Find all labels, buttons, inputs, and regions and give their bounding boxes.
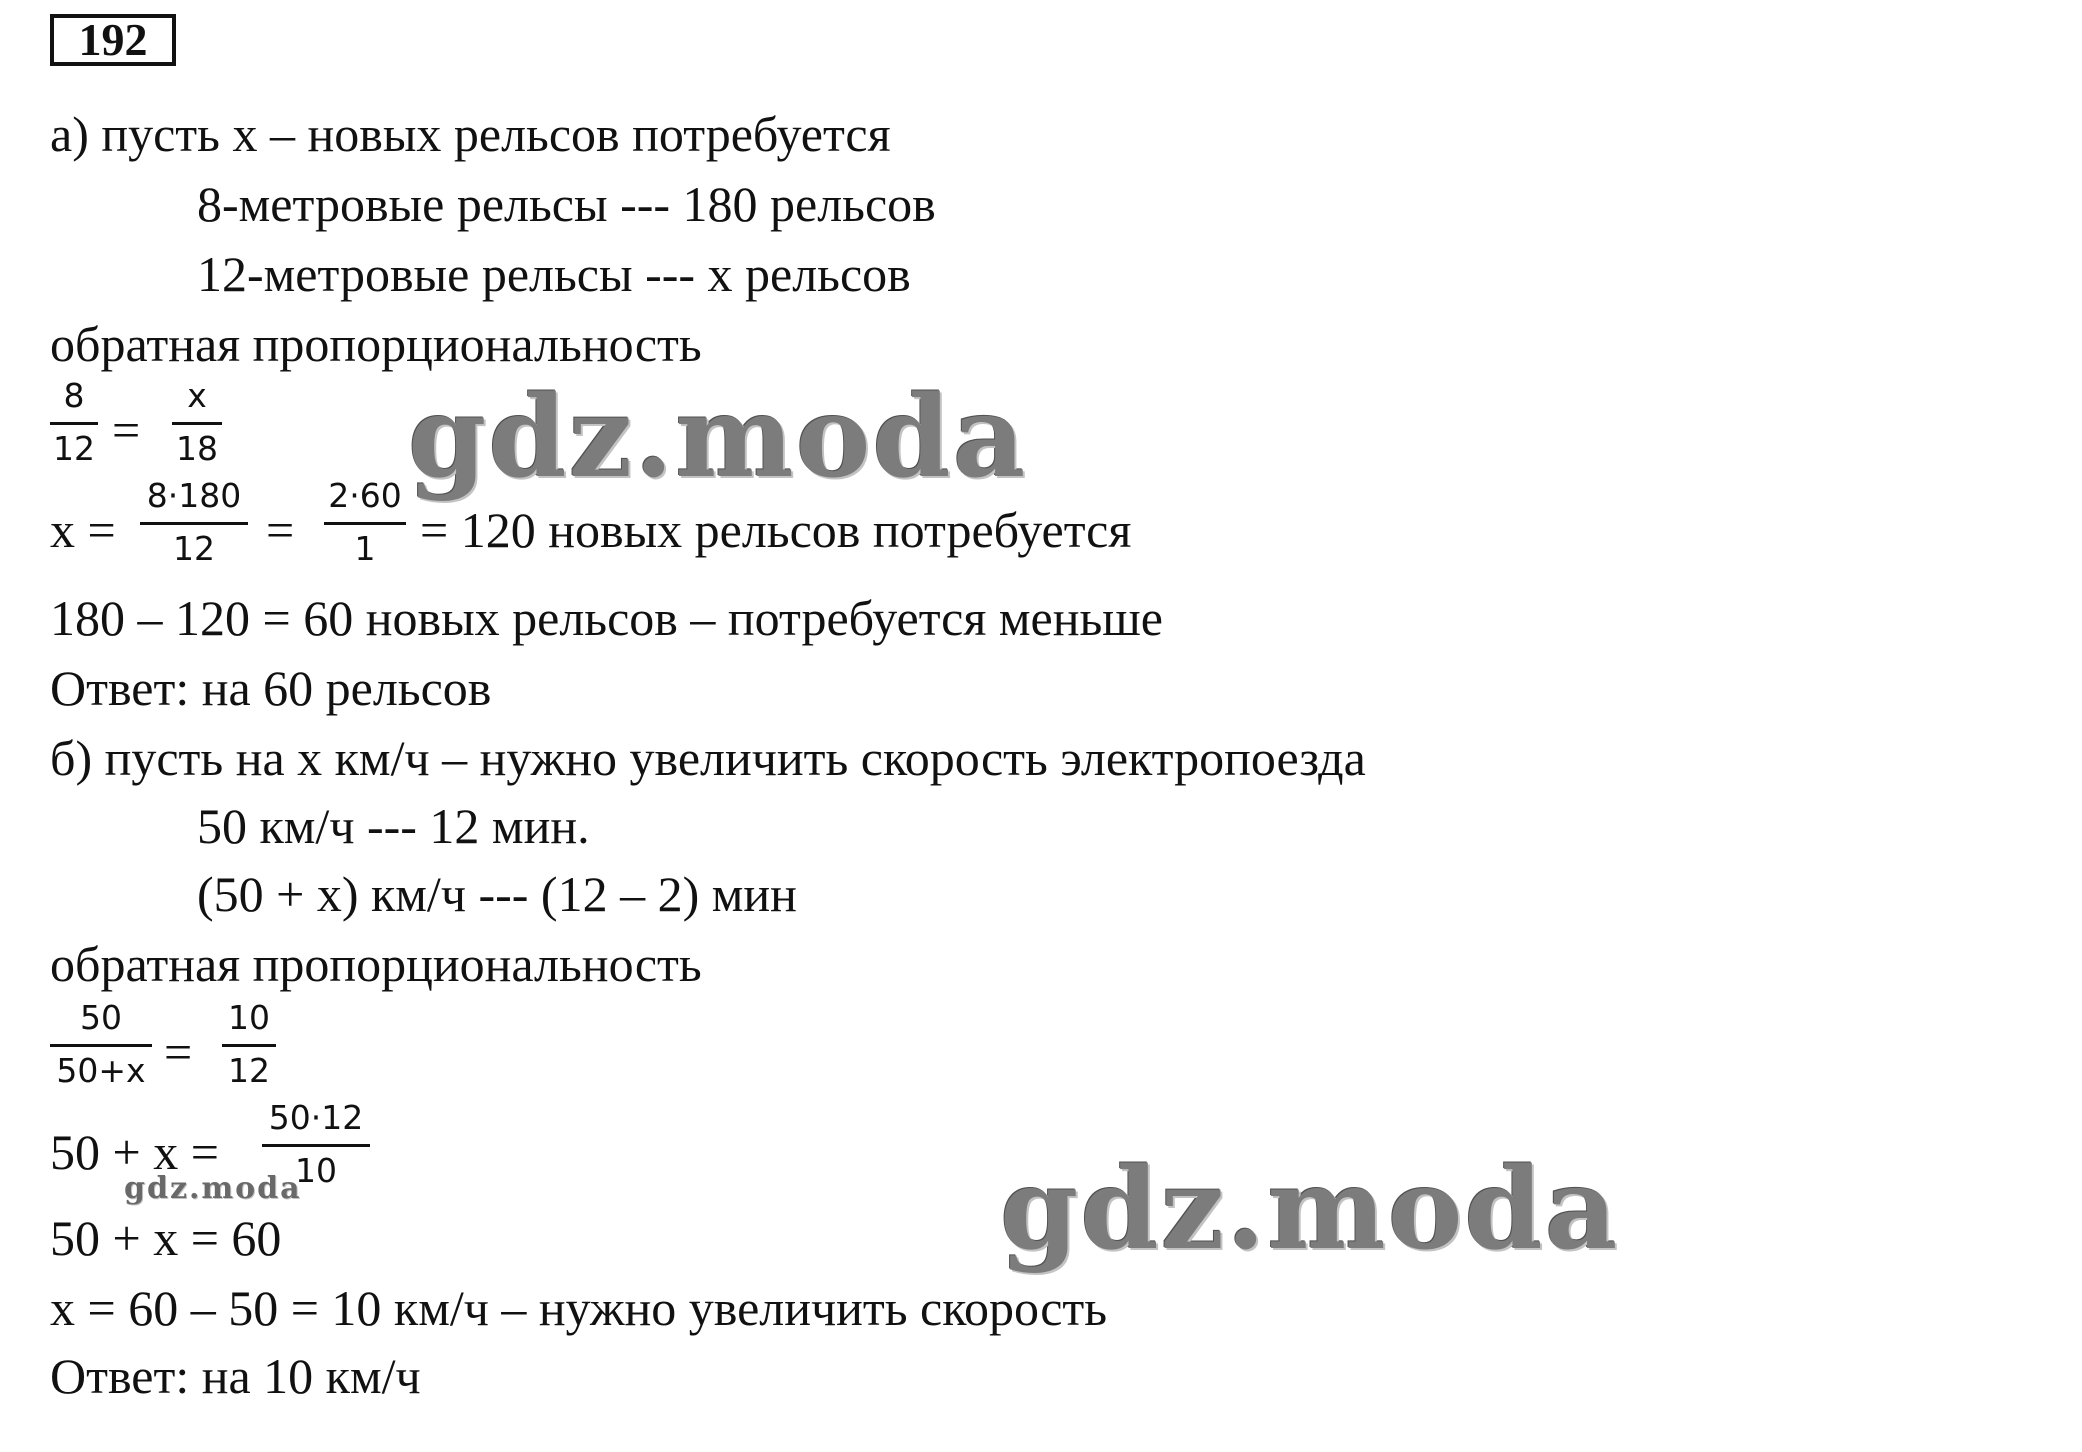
part-b-row-50x: (50 + х) км/ч --- (12 – 2) мин	[197, 866, 797, 922]
task-number-box	[50, 14, 176, 66]
fraction-denominator: 12	[53, 429, 95, 468]
equals-sign: =	[266, 502, 295, 558]
fraction-denominator: 12	[228, 1051, 270, 1090]
part-b-row-50: 50 км/ч --- 12 мин.	[197, 798, 590, 854]
fraction-denominator: 1	[354, 529, 376, 568]
fraction-2x60-1	[324, 478, 406, 567]
fraction-bar	[222, 1044, 276, 1047]
fraction-denominator: 10	[295, 1151, 337, 1190]
part-a-row-12m: 12-метровые рельсы --- х рельсов	[197, 246, 911, 302]
fraction-bar	[262, 1144, 370, 1147]
watermark-gdz-moda-small: gdz.moda	[124, 1171, 302, 1206]
watermark-gdz-moda-bottom: gdz.moda	[1000, 1144, 1620, 1275]
fraction-10-12	[222, 1000, 276, 1089]
fraction-8x180-12	[140, 478, 248, 567]
fraction-denominator: 50+x	[56, 1051, 146, 1090]
eq-prefix-50x: 50 + х =	[50, 1124, 219, 1180]
fraction-numerator: x	[187, 376, 207, 415]
part-b-sum: 50 + х = 60	[50, 1210, 282, 1266]
task-number: 192	[78, 14, 148, 65]
fraction-bar	[324, 522, 406, 525]
part-a-proportionality: обратная пропорциональность	[50, 316, 702, 372]
part-b-answer: Ответ: на 10 км/ч	[50, 1348, 421, 1404]
fraction-8-12	[50, 378, 98, 467]
fraction-bar	[50, 422, 98, 425]
part-a-answer: Ответ: на 60 рельсов	[50, 660, 492, 716]
fraction-bar	[172, 422, 222, 425]
fraction-denominator: 12	[173, 529, 215, 568]
eq-prefix-x: х =	[50, 502, 116, 558]
watermark-gdz-moda-top: gdz.moda	[408, 372, 1028, 503]
part-a-intro: а) пусть х – новых рельсов потребуется	[50, 106, 891, 162]
fraction-bar	[140, 522, 248, 525]
part-b-intro: б) пусть на х км/ч – нужно увеличить скорость электропоезда	[50, 730, 1366, 786]
fraction-numerator: 10	[228, 998, 270, 1037]
part-a-difference: 180 – 120 = 60 новых рельсов – потребуется меньше	[50, 590, 1163, 646]
eq-result-120: = 120 новых рельсов потребуется	[420, 502, 1132, 558]
fraction-bar	[50, 1044, 152, 1047]
fraction-numerator: 50	[80, 998, 122, 1037]
equals-sign: =	[112, 402, 141, 458]
part-b-solution: х = 60 – 50 = 10 км/ч – нужно увеличить скорость	[50, 1280, 1108, 1336]
fraction-50-50x	[50, 1000, 152, 1089]
fraction-denominator: 18	[176, 429, 218, 468]
fraction-numerator: 8	[63, 376, 85, 415]
part-a-row-8m: 8-метровые рельсы --- 180 рельсов	[197, 176, 936, 232]
fraction-x-18	[172, 378, 222, 467]
fraction-numerator: 2·60	[328, 476, 402, 515]
fraction-numerator: 8·180	[146, 476, 242, 515]
part-b-proportionality: обратная пропорциональность	[50, 936, 702, 992]
fraction-numerator: 50·12	[268, 1098, 364, 1137]
equals-sign: =	[164, 1024, 193, 1080]
